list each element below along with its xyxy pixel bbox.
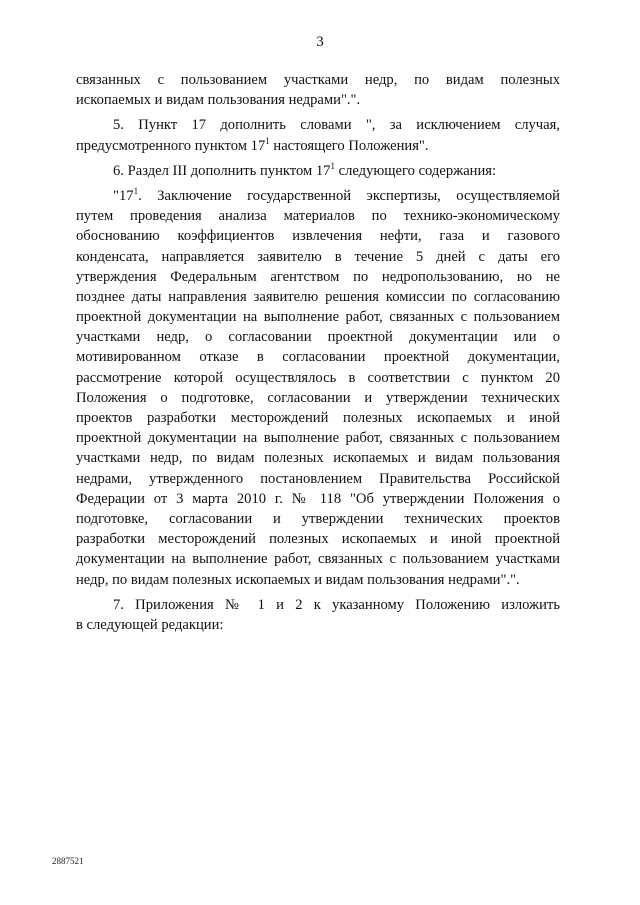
item-17-1-line: проектной документации на выполнение работ, связанных с пользованием — [76, 430, 560, 447]
item-17-1-line: недрами, утвержденного постановлением Правительства Российской — [76, 470, 560, 487]
superscript: 1 — [265, 135, 270, 146]
paragraph-continuation-line-1: связанных с пользованием участками недр, по видам полезных — [76, 72, 560, 88]
item-7-line-1: 7. Приложения № 1 и 2 к указанному Положению изложить — [113, 596, 560, 613]
item-17-1-line-1: "$17^1$. Заключение государственной экспертизы, осуществляемой — [113, 186, 560, 204]
item-17-1-line: подготовке, согласовании и утверждении технических проектов — [76, 510, 560, 527]
item-6-line-1: 6. Раздел III дополнить пунктом $17^1$ следующего содержания: — [113, 160, 497, 179]
paragraph-continuation-line-2: ископаемых и видам пользования недрами".". — [76, 92, 361, 109]
superscript: 1 — [133, 186, 139, 197]
item-17-1-line: мотивированном отказе в согласовании проектной документации, — [76, 349, 560, 366]
item-17-1-line: документации на выполнение работ, связанных с пользованием участками — [76, 551, 560, 568]
document-code: 2887521 — [52, 856, 84, 866]
item-17-1-line: путем проведения анализа материалов по технико-экономическому — [76, 208, 560, 225]
page-number: 3 — [316, 34, 324, 50]
item-17-1-line: Федерации от 3 марта 2010 г. № 118 "Об утверждении Положения о — [76, 490, 560, 507]
item-5-line-2: предусмотренного пунктом $17^1$ настоящего Положения". — [76, 135, 429, 154]
item-17-1-line: конденсата, направляется заявителю в течение 5 дней с даты его — [76, 248, 560, 265]
item-17-1-line: обоснованию коэффициентов извлечения нефти, газа и газового — [76, 228, 560, 245]
item-17-1-line: рассмотрение которой осуществлялось в соответствии с пунктом 20 — [76, 369, 560, 386]
item-17-1-line: проектной документации на выполнение работ, связанных с пользованием — [76, 309, 560, 326]
item-7-line-2: в следующей редакции: — [76, 616, 224, 633]
item-5-line-1: 5. Пункт 17 дополнить словами ", за исключением случая, — [113, 117, 560, 134]
item-17-1-last-line: недр, по видам полезных ископаемых и видам пользования недрами".". — [76, 571, 520, 588]
superscript: 1 — [330, 160, 335, 171]
item-17-1-line: разработки месторождений полезных ископаемых и иной проектной — [76, 531, 560, 548]
item-17-1-line: утверждения Федеральным агентством по недропользованию, но не — [76, 268, 560, 285]
item-17-1-line: позднее даты направления заявителю решения комиссии по согласованию — [76, 288, 560, 305]
document-body — [76, 70, 560, 635]
item-17-1-line: Положения о подготовке, согласовании и утверждении технических — [76, 389, 560, 406]
item-17-1-line: проектов разработки месторождений полезных ископаемых и иной — [76, 410, 560, 426]
item-17-1-line: участками недр, по видам полезных ископаемых и видам пользования — [76, 450, 560, 467]
item-17-1-line: участками недр, о согласовании проектной документации или о — [76, 329, 560, 346]
